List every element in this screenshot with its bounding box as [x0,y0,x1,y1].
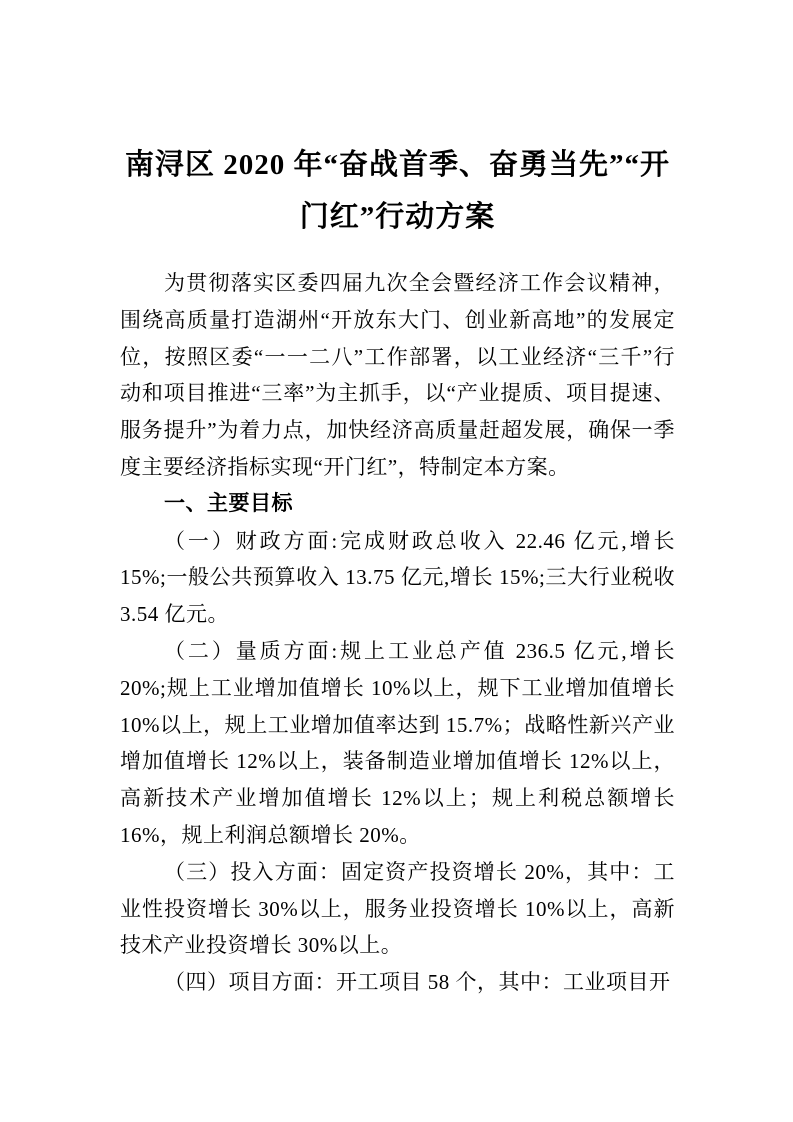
intro-paragraph: 为贯彻落实区委四届九次全会暨经济工作会议精神，围绕高质量打造湖州“开放东大门、创业新高地”的发展定位，按照区委“一一二八”工作部署，以工业经济“三千”行动和项目推进“三率”为主抓手，以“产业提质、项目提速、服务提升”为着力点，加快经济高质量赶超发展，确保一季度主要经济指标实现“开门红”，特制定本方案。 [120,271,675,479]
document-title [120,139,675,243]
document-title-line-1: 南浔区 2020 年“奋战首季、奋勇当先”“开 [124,149,670,181]
paragraph-quantity-quality: （二）量质方面:规上工业总产值 236.5 亿元,增长 20%;规上工业增加值增长 10%以上，规下工业增加值增长 10%以上，规上工业增加值率达到 15.7%；战略性新兴产业增加值增长 12%以上，装备制造业增加值增长 12%以上，高新技术产业增加值增长 12%以上；规上利税总额增长 16%，规上利润总额增长 20%。 [120,638,675,847]
section-heading-main-goals: 一、主要目标 [164,491,293,515]
paragraph-projects: （四）项目方面：开工项目 58 个，其中：工业项目开 [164,970,671,995]
document-title-line-2: 门红”行动方案 [299,201,496,233]
paragraph-finance: （一）财政方面:完成财政总收入 22.46 亿元,增长 15%;一般公共预算收入 13.75 亿元,增长 15%;三大行业税收 3.54 亿元。 [120,528,675,627]
paragraph-investment: （三）投入方面：固定资产投资增长 20%，其中：工业性投资增长 30%以上，服务业投资增长 10%以上，高新技术产业投资增长 30%以上。 [120,859,675,958]
